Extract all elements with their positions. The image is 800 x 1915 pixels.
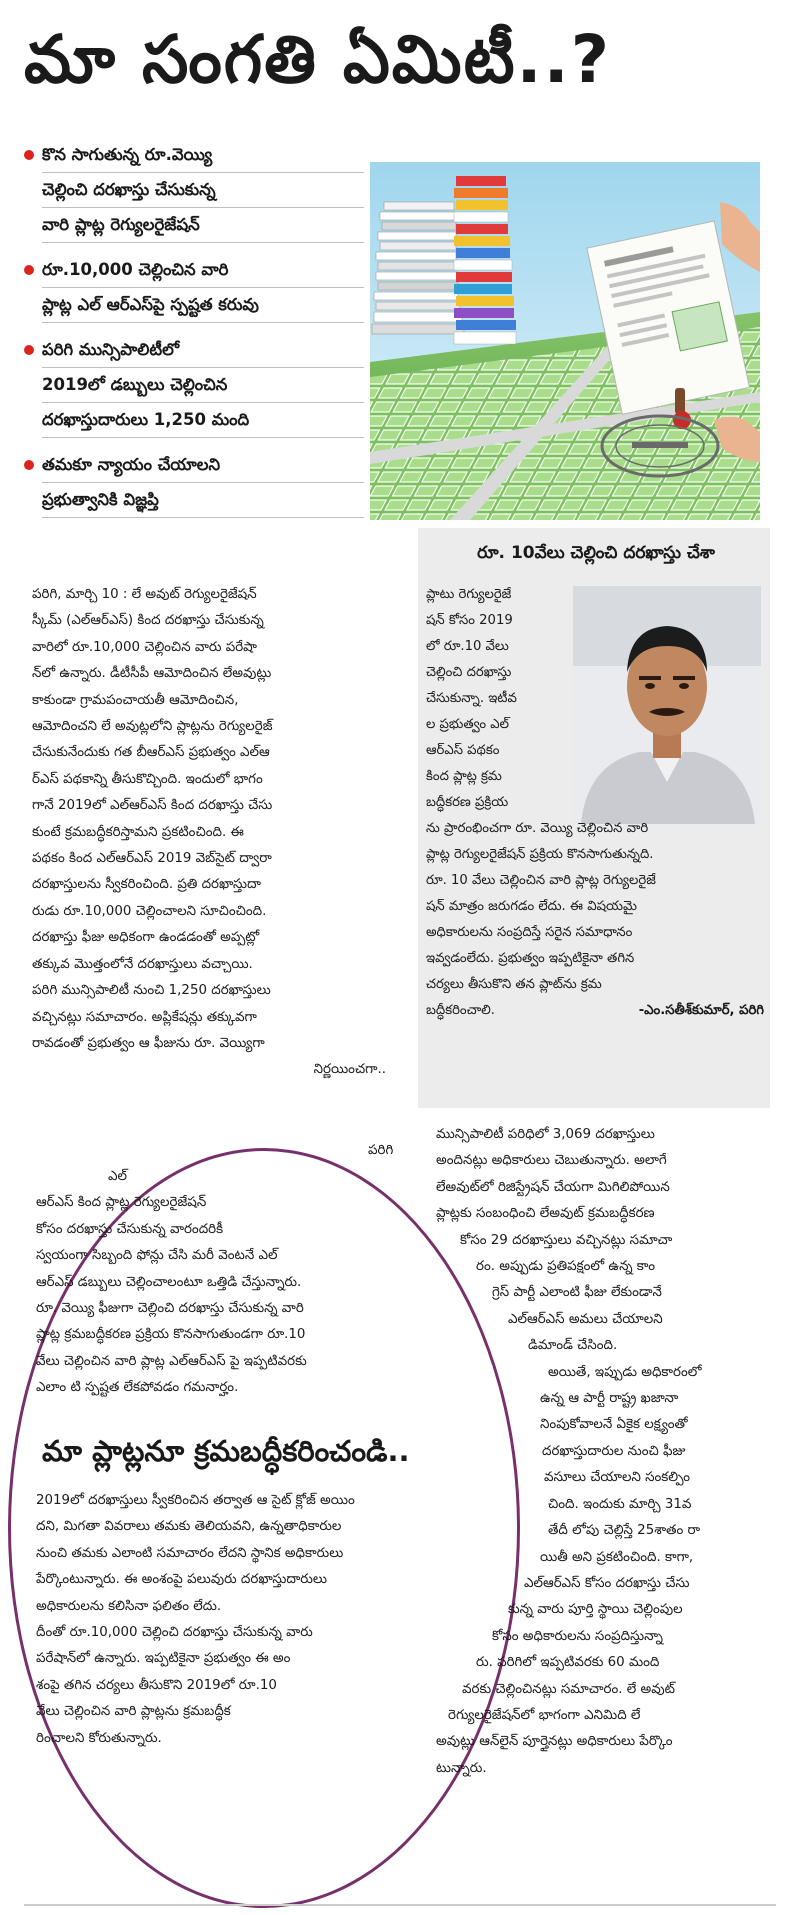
circle-line: పేర్కొంటున్నారు. ఈ అంశంపై పలువురు దరఖాస్తుదారులు [36, 1572, 327, 1588]
quote-line: చర్యలు తీసుకొని తన ప్లాట్‌ను క్రమ [426, 977, 602, 992]
bullet-dot-icon [24, 460, 34, 470]
quote-title: రూ. 10వేలు చెల్లించి దరఖాస్తు చేశా [477, 543, 715, 563]
highlight-item [24, 448, 364, 518]
body-line: ఆమోదించని లే అవుట్లలోని ప్లాట్లను రెగ్యులరైజ్ [32, 719, 273, 735]
body-line: రెగ్యులరైజేషన్‌లో భాగంగా ఎనిమిది లే [448, 1707, 641, 1723]
body-line: అందినట్లు అధికారులు చెబుతున్నారు. అలాగే [436, 1153, 667, 1169]
circle-line: ఆర్ఎస్ కింద ప్లాట్ల రెగ్యులరైజేషన్ [36, 1195, 207, 1211]
circle-line: దీంతో రూ.10,000 చెల్లించి దరఖాస్తు చేసుకున్న వారు [36, 1625, 313, 1641]
body-line: తక్కువ మొత్తంలోనే దరఖాస్తులు వచ్చాయి. [32, 956, 253, 972]
headline: మా సంగతి ఏమిటీ..? [24, 21, 611, 98]
quote-line: లో రూ.10 వేలు [426, 639, 509, 654]
highlights-list [24, 138, 364, 528]
highlight-line: పరిగి మున్సిపాలిటీలో [42, 333, 364, 368]
body-left-column [32, 582, 410, 1084]
body-line: చేసుకునేందుకు గత బీఆర్ఎస్ ప్రభుత్వం ఎల్ఆ [32, 745, 270, 761]
body-line: నిర్ణయించగా.. [313, 1062, 386, 1078]
circle-line: దని, మిగతా వివరాలు తమకు తెలియవని, ఉన్నతాధికారుల [36, 1519, 342, 1535]
lrs-illustration [370, 162, 760, 520]
body-line: రావడంతో ప్రభుత్వం ఆ ఫీజును రూ. వెయ్యిగా [32, 1035, 265, 1051]
quote-line: ప్లాటు రెగ్యులరైజే [426, 587, 512, 602]
quote-line: ల ప్రభుత్వం ఎల్ [426, 717, 509, 732]
body-line: కోసం 29 దరఖాస్తులు వచ్చినట్లు సమాచా [460, 1232, 673, 1248]
highlight-line: చెల్లించి దరఖాస్తు చేసుకున్న [42, 173, 364, 208]
highlight-line: కొన సాగుతున్న రూ.వెయ్యి [42, 138, 364, 173]
body-line: ఉన్న ఆ పార్టీ రాష్ట్ర ఖజానా [540, 1391, 679, 1407]
quote-closing-line [426, 998, 764, 1024]
body-line: చింది. ఇందుకు మార్చి 31వ [548, 1496, 692, 1512]
circle-line: పరేషాన్‌లో ఉన్నారు. ఇప్పటికైనా ప్రభుత్వం ఈ అం [36, 1651, 291, 1667]
body-line: వచ్చినట్లు సమాచారం. అప్లికేషన్లు తక్కువగా [32, 1009, 257, 1025]
body-line: వారిలో రూ.10,000 చెల్లించిన వారు పరేషా [32, 639, 257, 655]
circle-line: కోసం దరఖాస్తు చేసుకున్న వారందరికీ [36, 1221, 224, 1237]
quote-line: ఆర్ఎస్ పథకం [426, 743, 500, 758]
body-line: కుంటే క్రమబద్ధీకరిస్తామని ప్రకటించింది. ఈ [32, 824, 244, 840]
highlight-line: ప్లాట్ల ఎల్ ఆర్ఎస్‌పై స్పష్టత కరువు [42, 288, 364, 323]
body-line: కున్న వారు పూర్తి స్థాయి చెల్లింపుల [508, 1602, 683, 1618]
quote-wide-text [426, 816, 764, 1024]
bullet-dot-icon [24, 150, 34, 160]
circle-line: ఎల్ [108, 1169, 128, 1184]
quote-line: షన్ మాత్రం జరుగడం లేదు. ఈ విషయమై [426, 899, 637, 914]
highlight-line: ప్రభుత్వానికి విజ్ఞప్తి [42, 483, 364, 518]
body-line: న్‌లో ఉన్నారు. డీటీసీపీ ఆమోదించిన లేఅవుట్లు [32, 666, 272, 682]
circle-line: రించాలని కోరుతున్నారు. [36, 1730, 162, 1746]
body-line: ఎల్ఆర్ఎస్ అమలు చేయాలని [508, 1311, 663, 1327]
body-line: ఎల్ఆర్ఎస్ కోసం దరఖాస్తు చేసు [524, 1575, 690, 1591]
highlight-line: వారి ప్లాట్ల రెగ్యులరైజేషన్ [42, 208, 364, 243]
body-line: టున్నారు. [436, 1760, 487, 1776]
quote-line: ప్లాట్ల రెగ్యులరైజేషన్ ప్రక్రియ కొనసాగుతున్నది. [426, 847, 654, 862]
body-line: దరఖాస్తుదారుల నుంచి ఫీజు [542, 1443, 686, 1459]
body-line: పథకం కింద ఎల్ఆర్ఎస్ 2019 వెబ్‌సైట్ ద్వారా [32, 851, 272, 867]
quote-line: కింద ప్లాట్ల క్రమ [426, 769, 502, 784]
body-line: మున్సిపాలిటీ పరిధిలో 3,069 దరఖాస్తులు [436, 1127, 655, 1142]
body-line: రు. పరిగిలో ఇప్పటివరకు 60 మంది [476, 1655, 660, 1671]
circle-line: రూ. వెయ్యి ఫీజుగా చెల్లించి దరఖాస్తు చేసుకున్న వారి [36, 1301, 304, 1317]
body-line: పరిగి మున్సిపాలిటీ నుంచి 1,250 దరఖాస్తులు [32, 983, 271, 999]
quote-line: ను ప్రారంభించగా రూ. వెయ్యి చెల్లించిన వారి [426, 821, 649, 836]
bullet-dot-icon [24, 265, 34, 275]
highlight-item [24, 333, 364, 438]
quote-line: బద్ధీకరించాలి. [426, 1003, 495, 1018]
body-line: దరఖాస్తు ఫీజు అధికంగా ఉండడంతో అప్పట్లో [32, 930, 260, 946]
highlight-line: రూ.10,000 చెల్లించిన వారి [42, 253, 364, 288]
quote-line: రూ. 10 వేలు చెల్లించిన వారి ప్లాట్ల రెగ్యులరైజే [426, 873, 656, 888]
highlight-item [24, 253, 364, 323]
quote-line: బద్ధీకరణ ప్రక్రియ [426, 795, 509, 810]
body-line: కాకుండా గ్రామపంచాయతీ ఆమోదించిన, [32, 692, 239, 708]
body-line: ర్ఎస్ పథకాన్ని తీసుకొచ్చింది. ఇందులో భాగం [32, 771, 263, 787]
body-line: గానే 2019లో ఎల్ఆర్ఎస్ కింద దరఖాస్తు చేసు [32, 798, 273, 814]
quote-line: అధికారులను సంప్రదిస్తే సరైన సమాధానం [426, 925, 633, 940]
body-line: అవుట్లు ఆన్‌లైన్ పూర్తైనట్లు అధికారులు పేర్కొం [436, 1734, 673, 1750]
circle-line: వేలు చెల్లించిన వారి ప్లాట్లను క్రమబద్ధీక [36, 1704, 231, 1720]
circle-line: నుంచి తమకు ఎలాంటి సమాచారం లేదని స్థానిక అధికారులు [36, 1545, 344, 1561]
portrait-photo [573, 586, 761, 824]
circle-line: స్వయంగా సిబ్బంది ఫోన్లు చేసి మరీ వెంటనే ఎల్ [36, 1248, 278, 1264]
highlight-line: దరఖాస్తుదారులు 1,250 మంది [42, 403, 364, 438]
circle-line: ప్లాట్ల క్రమబద్ధీకరణ ప్రక్రియ కొనసాగుతుండగా రూ.10 [36, 1327, 306, 1343]
circle-line: ఎలాం టి స్పష్టత లేకపోవడం గమనార్హం. [36, 1380, 239, 1396]
body-right-column [436, 1122, 776, 1782]
circle-line: శంపై తగిన చర్యలు తీసుకొని 2019లో రూ.10 [36, 1677, 277, 1693]
dateline-tail: పరిగి [368, 1143, 394, 1158]
body-line: యితీ అని ప్రకటించింది. కాగా, [540, 1549, 694, 1565]
body-line: కోసం అధికారులను సంప్రదిస్తున్నా [492, 1628, 663, 1644]
quote-line: షన్ కోసం 2019 [426, 613, 513, 628]
body-line: స్కీమ్ (ఎల్ఆర్ఎస్) కింద దరఖాస్తు చేసుకున్న [32, 613, 264, 629]
quote-line: చెల్లించి దరఖాస్తు [426, 665, 512, 680]
bottom-divider [24, 1904, 776, 1906]
bullet-dot-icon [24, 345, 34, 355]
body-line: గ్రెస్ పార్టీ ఎలాంటి ఫీజు లేకుండానే [492, 1285, 662, 1301]
body-line: దరఖాస్తులను స్వీకరించింది. ప్రతి దరఖాస్తుదా [32, 877, 261, 893]
quote-line: చేసుకున్నా. ఇటీవ [426, 691, 517, 706]
body-line: నింపుకోవాలనే ఏకైక లక్ష్యంతో [540, 1417, 688, 1433]
body-line: వసూలు చేయాలని సంకల్పిం [544, 1470, 690, 1486]
body-line: రుడు రూ.10,000 చెల్లించాలని సూచించింది. [32, 903, 267, 919]
body-line: డిమాండ్ చేసింది. [528, 1338, 618, 1354]
body-line: ప్లాట్లకు సంబంధించి లేఅవుట్ క్రమబద్ధీకరణ [436, 1206, 655, 1222]
quote-line: ఇవ్వడంలేదు. ప్రభుత్వం ఇప్పటికైనా తగిన [426, 951, 635, 966]
quote-signature: -ఎం.సతీశ్‌కుమార్, పరిగి [638, 1003, 764, 1018]
highlight-line: 2019లో డబ్బులు చెల్లించిన [42, 368, 364, 403]
body-line: లేఅవుట్‌లో రిజిస్ట్రేషన్ చేయగా మిగిలిపోయిన [436, 1179, 670, 1195]
body-line: వరకు చెల్లించినట్లు సమాచారం. లే అవుట్ [462, 1681, 675, 1697]
circle-line: అధికారులను కలిసినా ఫలితం లేదు. [36, 1598, 222, 1614]
body-line: తేదీ లోపు చెల్లిస్తే 25శాతం రా [548, 1523, 701, 1539]
body-line: రం. అప్పుడు ప్రతిపక్షంలో ఉన్న కాం [476, 1259, 655, 1275]
body-line: పరిగి, మార్చి 10 : లే అవుట్ రెగ్యులరైజేషన్ [32, 587, 257, 602]
circle-line: ఆర్ఎస్ డబ్బులు చెల్లించాలంటూ ఒత్తిడి చేస్తున్నారు. [36, 1274, 302, 1290]
subheading: మా ప్లాట్లనూ క్రమబద్ధీకరించండి.. [42, 1434, 410, 1468]
circle-line: 2019లో దరఖాస్తులు స్వీకరించిన తర్వాత ఆ సైట్ క్లోజ్ అయిం [36, 1493, 355, 1508]
circle-line: వేలు చెల్లించిన వారి ప్లాట్ల ఎల్ఆర్ఎస్ పై ఇప్పటివరకు [36, 1353, 307, 1369]
highlight-item [24, 138, 364, 243]
quote-narrow-text [426, 582, 570, 816]
highlight-line: తమకూ న్యాయం చేయాలని [42, 448, 364, 483]
body-line: అయితే, ఇప్పుడు అధికారంలో [548, 1364, 702, 1380]
